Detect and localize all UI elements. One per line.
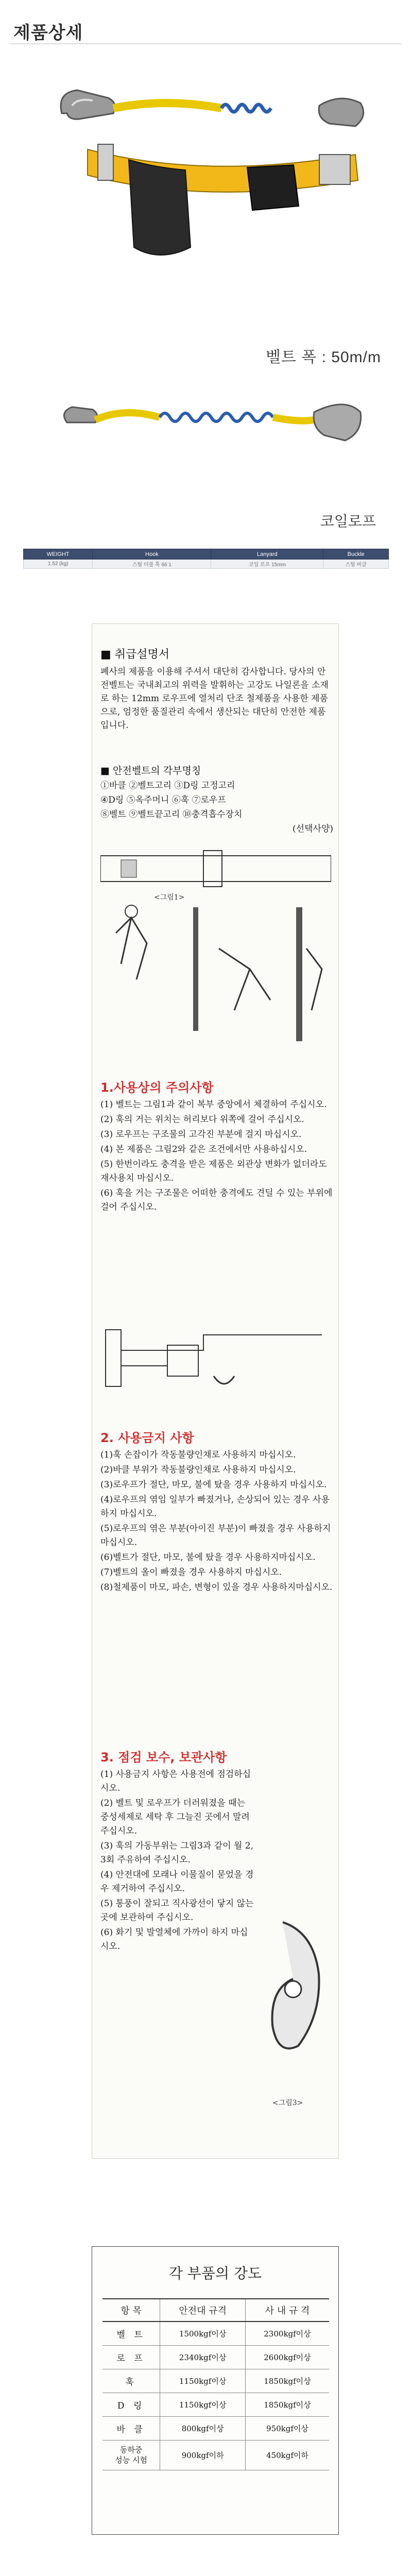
section-2-item: (1)훅 손잡이가 작동불량인채로 사용하지 마십시오. [100,1450,296,1460]
section-3-item: (2) 벨트 및 로우프가 더러워졌을 때는 중성세제로 세탁 후 그늘진 곳에서 말려 주십시오. [100,1798,250,1836]
strength-standard-value: 900kgf이하 [160,2440,246,2470]
spec-col-lanyard: Lanyard [211,549,323,560]
strength-internal-value: 450kgf이하 [245,2440,329,2470]
hook-diagram [214,1376,234,1384]
coil-rope [221,105,271,112]
spec-value-row [24,560,389,569]
strength-col-item: 항 목 [102,2299,160,2321]
strength-standard-value: 1150kgf이상 [160,2369,246,2393]
figure-3-caption: <그림3> [272,2099,303,2107]
buckle [319,155,350,184]
section-1-item: (6) 훅을 거는 구조물은 어떠한 충격에도 견딜 수 있는 부위에 걸어 주십시오. [100,1188,333,1212]
snap-hook-icon [64,407,97,422]
strength-col-internal: 사 내 규 격 [245,2299,329,2321]
section-2-item: (6)벨트가 절단, 마모, 불에 탔을 경우 사용하지마십시오. [100,1552,316,1563]
section-2-item: (5)로우프의 엮은 부분(아이진 부분)이 빠졌을 경우 사용하지 마십시오. [100,1523,331,1548]
parts-line: ①바클 ②벨트고리 ③D링 고정고리 [100,781,235,791]
table-row [102,2369,329,2393]
section-2-item: (8)철제품이 마모, 파손, 변형이 있을 경우 사용하지마십시오. [100,1582,333,1592]
strength-internal-value: 2600kgf이상 [245,2345,329,2369]
buckle-diagram [121,860,136,877]
coil-rope [160,413,273,421]
figure-1-illustration [100,845,331,1062]
strength-item-name: 훅 [102,2369,160,2393]
page-header [0,0,412,45]
table-row [102,2393,329,2416]
structure-diagram [106,1330,121,1386]
pole-diagram [193,907,198,1031]
coil-lanyard-image [57,392,366,474]
section-3-item: (6) 화기 및 발열체에 가까이 하지 마십시오. [100,1927,248,1952]
header-divider [10,43,402,44]
table-row [102,2321,329,2345]
section-1-item: (1) 벨트는 그림1과 같이 복부 중앙에서 체결하여 주십시오. [100,1099,327,1110]
section-1-item: (2) 훅의 거는 위치는 허리보다 위쪽에 걸어 주십시오. [100,1114,304,1125]
manual-intro: 폐사의 제품을 이용해 주셔서 대단히 감사합니다. 당사의 안전벨트는 국내최고의 위력을 발휘하는 고강도 나일론을 소재로 하는 12mm 로우프에 열처리 단조 철제품을 사용한 제품으로, 엄정한 품질관리 속에서 생산되는 대단히 안전한 제품입니다. [100,667,329,731]
section-2-item: (3)로우프가 절단, 마모, 불에 탔을 경우 사용하지 마십시오. [100,1480,327,1490]
strap-diagram [121,1350,167,1366]
spec-lanyard-value: 코일 로프 15mm [211,560,323,569]
back-pad [129,160,191,255]
lanyard-caption: 코일로프 [320,513,376,529]
spec-table [23,549,389,569]
parts-line: (선택사양) [293,824,333,834]
figure-2-illustration [100,1319,331,1402]
strength-item-name: 벨 트 [102,2321,160,2345]
spec-col-hook: Hook [93,549,211,560]
strength-internal-value: 950kgf이상 [245,2416,329,2440]
section-1-items [100,1098,333,1215]
user-manual [92,623,339,2159]
spec-weight-value: 1.52 (kg) [24,560,93,569]
d-ring [98,144,113,180]
strength-internal-value: 1850kgf이상 [245,2393,329,2416]
section-3-items [100,1768,255,1955]
section-2-item: (4)로우프의 엮임 일부가 빠졌거나, 손상되어 있는 경우 사용하지 마십시오. [100,1495,330,1519]
table-row [102,2440,329,2470]
spec-col-weight: WEIGHT [24,549,93,560]
strength-internal-value: 2300kgf이상 [245,2321,329,2345]
strength-standard-value: 2340kgf이상 [160,2345,246,2369]
section-2-items [100,1448,333,1596]
parts-list [100,778,333,836]
table-row [102,2416,329,2440]
strength-panel [92,2246,339,2535]
worker-figure-3 [306,948,322,1010]
section-1-title: 1.사용상의 주의사항 [100,1080,214,1095]
strength-title: 각 부품의 강도 [168,2265,262,2282]
hook-right [319,98,363,126]
strength-header-row [102,2299,329,2321]
section-3-title: 3. 점검 보수, 보관사항 [100,1750,227,1765]
figure-3-illustration [262,1912,334,2077]
table-row [102,2345,329,2369]
lanyard-diagram [121,1335,322,1350]
section-3-item: (4) 안전대에 모래나 이물질이 묻었을 경우 제거하여 주십시오. [100,1870,254,1894]
strength-standard-value: 1150kgf이상 [160,2393,246,2416]
pole-diagram-2 [296,907,302,1041]
lanyard-strap [113,103,221,108]
section-3-item: (3) 훅의 가동부위는 그림3과 같이 월 2, 3회 주유하여 주십시오. [100,1841,254,1865]
strength-col-standard: 안전대 규격 [160,2299,246,2321]
section-2-item: (7)벨트의 올이 빠졌을 경우 사용하지 마십시오. [100,1567,282,1578]
lanyard-strap [95,413,160,420]
strength-table [102,2298,329,2470]
strength-standard-value: 1500kgf이상 [160,2321,246,2345]
section-3-item: (5) 통풍이 잘되고 직사광선이 닿지 않는 곳에 보관하여 주십시오. [100,1899,254,1923]
section-2-title: 2. 사용금지 사항 [100,1431,194,1445]
strength-internal-value: 1850kgf이상 [245,2369,329,2393]
worker-figure [116,918,147,979]
safety-belt-image [52,77,371,273]
section-1-item: (3) 로우프는 구조물의 고각진 부분에 걸지 마십시오. [100,1129,302,1140]
large-hook-icon [314,404,360,440]
spec-col-buckle: Buckle [323,549,389,560]
strength-item-name: 로 프 [102,2345,160,2369]
parts-line: ④D링 ⑤옥주머니 ⑥훅 ⑦로우프 [100,795,226,805]
worker-head [125,905,138,918]
section-2-item: (2)바클 부위가 작동불량인채로 사용하지 마십시오. [100,1465,296,1475]
manual-heading: ■ 취급설명서 [100,648,170,661]
figure-1-caption: <그림1> [154,893,185,902]
spec-hook-value: 스틸 더블 훅 66 1 [93,560,211,569]
parts-heading: ■ 안전벨트의 각부명칭 [100,765,201,776]
belt-strap [88,149,358,192]
page-title: 제품상세 [13,23,83,43]
double-hook-left [61,90,115,119]
section-1-item: (5) 한번이라도 충격을 받은 제품은 외관상 변화가 없더라도 재사용치 마십시오. [100,1159,327,1183]
strength-item-name: 동하중 성능 시험 [102,2440,160,2470]
parts-line: ⑧벨트 ⑨벨트끝고리 ⑩충격흡수장치 [100,809,243,820]
worker-figure-2 [219,948,270,1010]
strength-standard-value: 800kgf이상 [160,2416,246,2440]
strength-item-name: D 링 [102,2393,160,2416]
spec-header-row [24,549,389,560]
section-1-item: (4) 본 제품은 그림2와 같은 조건에서만 사용하십시오. [100,1144,307,1155]
section-3-item: (1) 사용금지 사항은 사용전에 점검하십시오. [100,1769,251,1793]
shock-absorber [247,165,299,210]
hook-pivot [285,1981,301,1997]
strength-item-name: 바 클 [102,2416,160,2440]
spec-buckle-value: 스틸 버클 [323,560,389,569]
lanyard-strap-end [273,417,314,421]
belt-width-caption: 벨트 폭 : 50m/m [266,349,381,366]
